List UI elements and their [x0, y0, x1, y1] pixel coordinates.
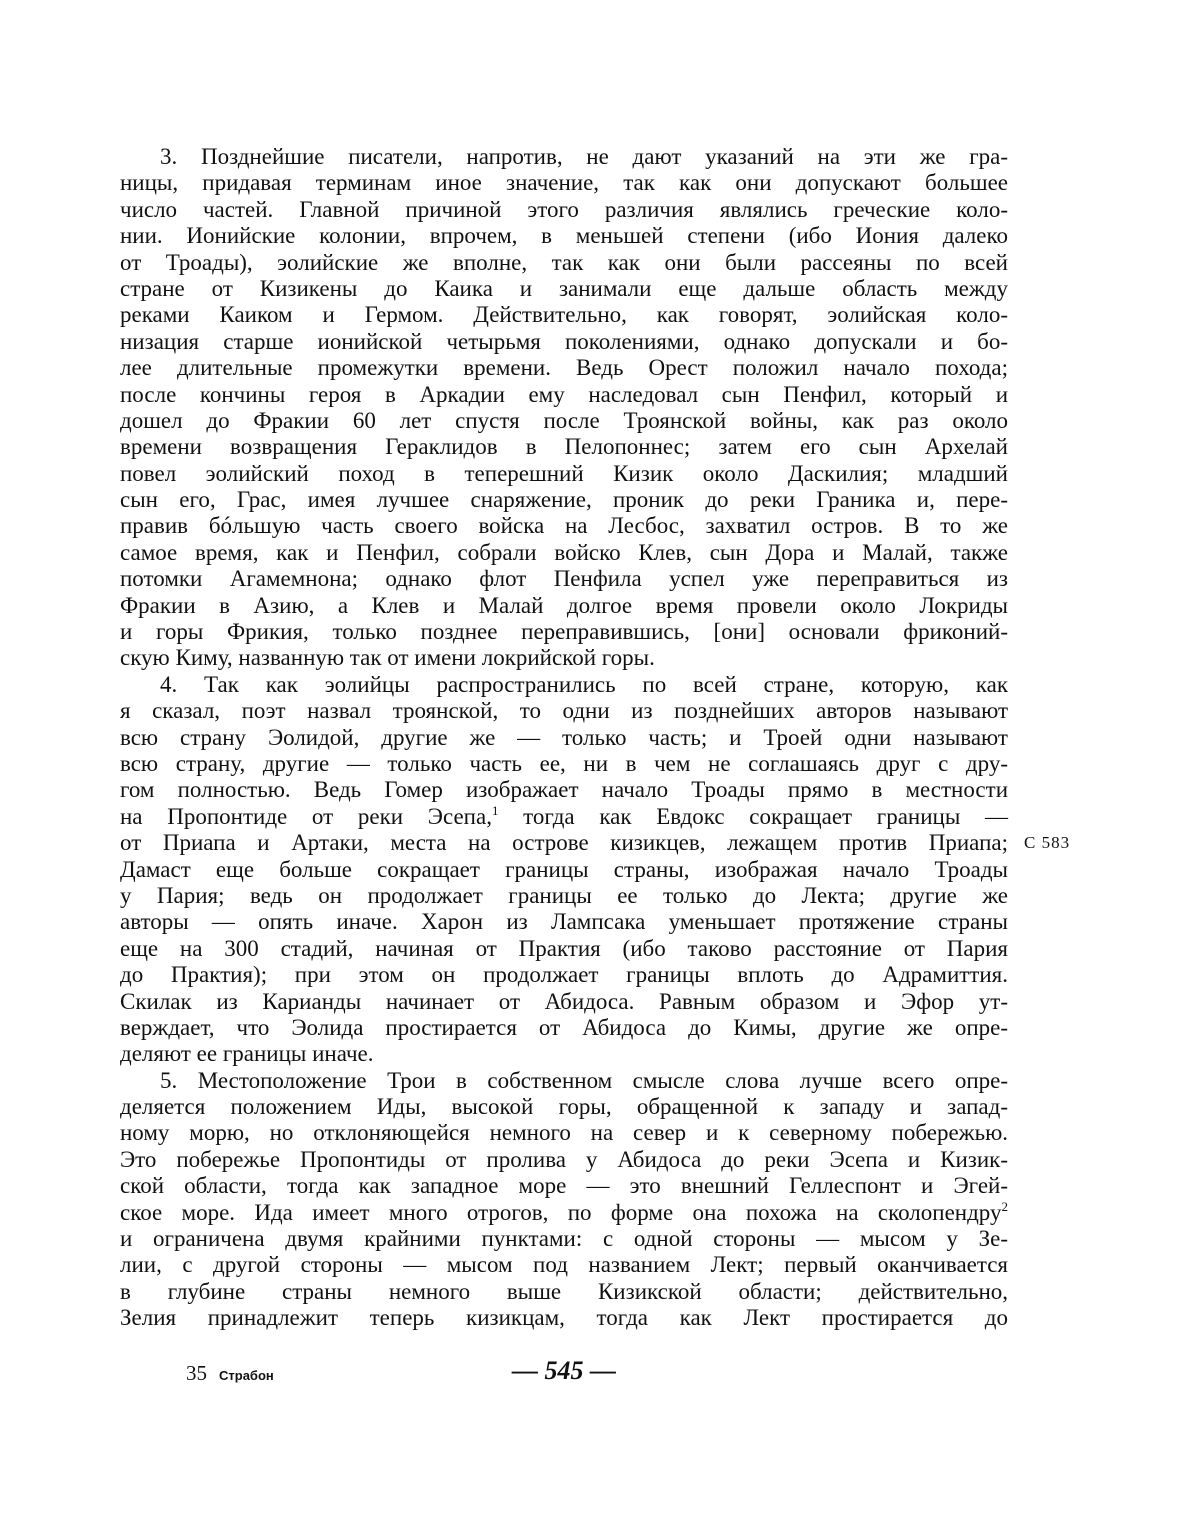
text-line: до Практия); при этом он продолжает границы вплоть до Адрамиттия.	[120, 962, 1008, 988]
text-line-with-footnote	[120, 804, 1008, 830]
text-line: потомки Агамемнона; однако флот Пенфила успел уже переправиться из	[120, 566, 1008, 592]
text-line: Фракии в Азию, а Клев и Малай долгое время провели около Локриды	[120, 592, 1008, 618]
text-line: 3. Позднейшие писатели, напротив, не дают указаний на эти же гра-	[160, 144, 1008, 169]
casaubon-page-marker: С 583	[1024, 833, 1071, 852]
text-line: после кончины героя в Аркадии ему наследовал сын Пенфил, который и	[120, 381, 1008, 407]
text-line: повел эолийский поход в теперешний Кизик около Даскилия; младший	[120, 460, 1008, 486]
text-line: Это побережье Пропонтиды от пролива у Абидоса до реки Эсепа и Кизик-	[120, 1146, 1008, 1172]
text-line: ской области, тогда как западное море — это внешний Геллеспонт и Эгей-	[120, 1173, 1008, 1199]
text-line: лии, с другой стороны — мысом под названием Лект; первый оканчивается	[120, 1252, 1008, 1278]
text-line: и ограничена двумя крайними пунктами: с одной стороны — мысом у Зе-	[120, 1226, 1008, 1252]
text-line: всю страну, другие — только часть ее, ни в чем не соглашаясь друг с дру-	[120, 750, 1008, 776]
text-line: нии. Ионийские колонии, впрочем, в меньшей степени (ибо Иония далеко	[120, 223, 1008, 249]
text-line: всю страну Эолидой, другие же — только часть; и Троей одни называют	[120, 724, 1008, 750]
text-line: еще на 300 стадий, начиная от Практия (ибо таково расстояние от Пария	[120, 935, 1008, 961]
text-line: 4. Так как эолийцы распространились по всей стране, которую, как	[160, 671, 1008, 697]
text-line-with-footnote	[120, 1200, 1008, 1226]
text-line: стране от Кизикены до Каика и занимали еще дальше область между	[120, 275, 1008, 301]
text-line: времени возвращения Гераклидов в Пелопоннес; затем его сын Архелай	[120, 434, 1008, 460]
text-line: 5. Местоположение Трои в собственном смысле слова лучше всего опре-	[160, 1067, 1008, 1093]
text-line: авторы — опять иначе. Харон из Лампсака уменьшает протяжение страны	[120, 909, 1008, 935]
footnote-marker[interactable]: 2	[1001, 1198, 1008, 1214]
page-number: — 545 —	[512, 1356, 616, 1385]
text-line: Скилак из Карианды начинает от Абидоса. Равным образом и Эфор ут-	[120, 988, 1008, 1014]
text-line: Зелия принадлежит теперь кизикцам, тогда как Лект простирается до	[120, 1305, 1008, 1331]
text-line: Дамаст еще больше сокращает границы страны, изображая начало Троады	[120, 856, 1008, 882]
text-line: я сказал, поэт назвал троянской, то одни из позднейших авторов называют	[120, 698, 1008, 724]
signature-number: 35	[186, 1361, 207, 1385]
text-line: дошел до Фракии 60 лет спустя после Троянской войны, как раз около	[120, 407, 1008, 433]
footnote-marker[interactable]: 1	[491, 802, 499, 818]
text-line: в глубине страны немного выше Кизикской области; действительно,	[120, 1278, 1008, 1304]
text-line: скую Киму, названную так от имени локрийской горы.	[120, 645, 655, 671]
text-line-head: ское море. Ида имеет много отрогов, по форме она похожа на сколопендру	[120, 1199, 1002, 1225]
text-line-tail: тогда как Евдокс сокращает границы —	[523, 803, 1009, 829]
text-line: ному морю, но отклоняющейся немного на север и к северному побережью.	[120, 1120, 1008, 1146]
text-line: гом полностью. Ведь Гомер изображает начало Троады прямо в местности	[120, 777, 1008, 803]
text-line: лее длительные промежутки времени. Ведь Орест положил начало похода;	[120, 355, 1008, 381]
text-line: от Приапа и Артаки, места на острове кизикцев, лежащем против Приапа;	[120, 830, 1008, 856]
text-line: ницы, придавая терминам иное значение, так как они допускают большее	[120, 170, 1008, 196]
text-line: у Пария; ведь он продолжает границы ее только до Лекта; другие же	[120, 882, 1008, 908]
text-line: реками Каиком и Гермом. Действительно, как говорят, эолийская коло-	[120, 302, 1008, 328]
text-line: деляют ее границы иначе.	[120, 1041, 374, 1067]
text-line: самое время, как и Пенфил, собрали войско Клев, сын Дора и Малай, также	[120, 539, 1008, 565]
text-line: сын его, Грас, имея лучшее снаряжение, проник до реки Граника и, пере-	[120, 487, 1008, 513]
text-line: от Троады), эолийские же вполне, так как они были рассеяны по всей	[120, 249, 1008, 275]
text-line: и горы Фрикия, только позднее переправившись, [они] основали фриконий-	[120, 619, 1008, 645]
text-line-head: на Пропонтиде от реки Эсепа,	[120, 803, 492, 829]
text-line: верждает, что Эолида простирается от Абидоса до Кимы, другие же опре-	[120, 1014, 1008, 1040]
text-line: правив бóльшую часть своего войска на Лесбос, захватил остров. В то же	[120, 513, 1008, 539]
text-line: деляется положением Иды, высокой горы, обращенной к западу и запад-	[120, 1094, 1008, 1120]
signature-title: Страбон	[219, 1368, 274, 1383]
text-line: низация старше ионийской четырьмя поколениями, однако допускали и бо-	[120, 328, 1008, 354]
printer-signature	[186, 1361, 274, 1386]
text-line: число частей. Главной причиной этого различия являлись греческие коло-	[120, 196, 1008, 222]
body-text	[120, 144, 1008, 1332]
